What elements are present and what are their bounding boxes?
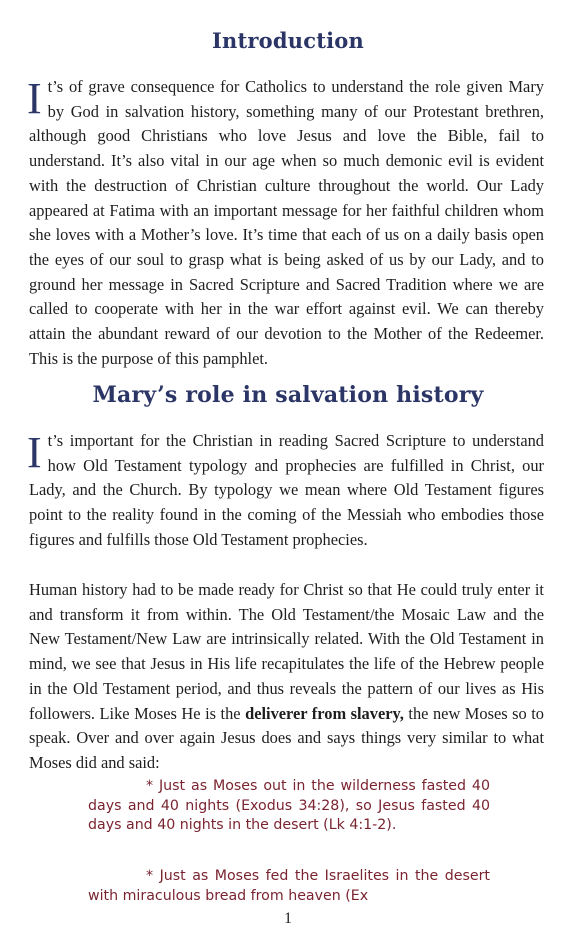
bullet-item: * Just as Moses out in the wilderness fasted 40 days and 40 nights (Exodus 34:28), so Jesus fasted 40 days and 40 nights in the desert (Lk 4:1-2). [88,778,490,833]
introduction-heading: Introduction [212,28,364,53]
typology-paragraph [29,429,544,553]
drop-cap: I [27,428,42,477]
introduction-text: t’s of grave consequence for Catholics to understand the role given Mary by God in salvation history, something many of our Protestant brethren, although good Christians who love Jesus and love the Bible, fail to understand. It’s also vital in our age when so much demonic evil is evident with the destruction of Christian culture throughout the world. Our Lady appeared at Fatima with an important message for her faithful children whom she loves with a Mother’s love. It’s time that each of us on a daily basis open the eyes of our soul to grasp what is being asked of us by our Lady, and to ground her message in Sacred Scripture and Sacred Tradition where we are called to cooperate with her in the war effort against evil. We can thereby attain the abundant reward of our devotion to the Mother of the Redeemer. This is the purpose of this pamphlet. [29,77,544,368]
drop-cap: I [27,74,42,123]
salvation-history-heading: Mary’s role in salvation history [92,382,484,408]
bullet-item: * Just as Moses fed the Israelites in the desert with miraculous bread from heaven (Ex [88,868,490,904]
typology-text: t’s important for the Christian in reading Sacred Scripture to understand how Old Testament typology and prophecies are fulfilled in Christ, our Lady, and the Church. By typology we mean where Old Testament figures point to the reality found in the coming of the Messiah who embodies those figures and fulfills those Old Testament prophecies. [29,431,544,549]
introduction-paragraph [29,75,544,371]
paragraph-text-start: Human history had to be made ready for Christ so that He could truly enter it and transform it from within. The Old Testament/the Mosaic Law and the New Testament/New Law are intrinsically related. With the Old Testament in mind, we see that Jesus in His life recapitulates the life of the Hebrew people in the Old Testament period, and thus reveals the pattern of our lives as His followers. Like Moses He is the [29,580,544,723]
human-history-paragraph [29,578,544,776]
paragraph-text-end: the new Moses so to speak. Over and over again Jesus does and says things very similar to what Moses did and said: [29,703,544,772]
bold-phrase: deliverer from slavery, [245,703,404,723]
page-number: 1 [284,910,292,927]
